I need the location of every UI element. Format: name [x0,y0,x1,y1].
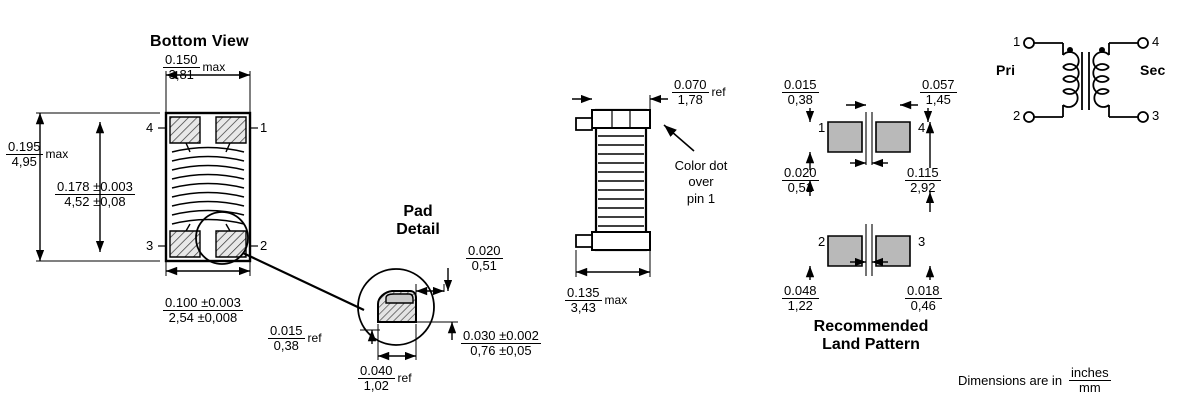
pad-c-inches: 0.030 ±0.002 [463,328,539,343]
land-pattern-pad-4-label: 4 [918,120,926,135]
side-width-suffix: max [604,293,628,308]
bottom-view-pitch-dimension [166,261,250,276]
pad-detail-d-label [358,364,412,392]
bottom-view-pitch-label [163,296,243,324]
bottom-view-width-dimension-label [163,53,225,81]
pad-a-inches: 0.020 [468,243,501,258]
inner-height-mm: 4,52 ±0,08 [64,193,126,209]
pad-c-mm: 0,76 ±0,05 [470,342,532,358]
pad-a-mm: 0,51 [471,257,497,273]
color-dot-note-line2: over [688,174,714,190]
bottom-view-inner-height-label [55,180,135,208]
lp-mr-mm: 2,92 [910,179,936,195]
pad-detail-a-label [466,244,503,272]
bottom-view-pin-2-label: 2 [260,238,268,253]
lp-br-inches: 0.018 [907,283,940,298]
pad-detail-title [378,203,458,240]
lp-tl-inches: 0.015 [784,77,817,92]
width-mm: 3,81 [168,66,194,82]
lp-tr-inches: 0.057 [922,77,955,92]
schematic-circuit [1024,38,1148,122]
land-pattern-pad-1-label: 1 [818,120,826,135]
lp-bl-inches: 0.048 [784,283,817,298]
side-width-mm: 3,43 [570,299,596,315]
pitch-inches: 0.100 ±0.003 [165,295,241,310]
pad-detail-b-label [268,324,322,352]
pad-d-mm: 1,02 [363,377,389,393]
pad-b-mm: 0,38 [273,337,299,353]
overall-height-inches: 0.195 [8,139,41,154]
land-pattern-pads [828,112,910,276]
land-pattern-top-left-label [782,78,819,106]
lp-mr-inches: 0.115 [907,165,939,180]
side-view-top-label [672,78,726,106]
schematic-primary-label: Pri [996,62,1016,78]
bottom-view-overall-height-label [6,140,68,168]
pad-detail-c-label [461,329,541,357]
inner-height-inches: 0.178 ±0.003 [57,179,133,194]
width-inches: 0.150 [165,52,198,67]
bottom-view-title: Bottom View [150,33,249,50]
land-pattern-bottom-left-label [782,284,819,312]
land-pattern-pad-2-label: 2 [818,234,826,249]
side-top-mm: 1,78 [677,91,703,107]
land-pattern-mid-right-label [905,166,941,194]
pad-d-inches: 0.040 [360,363,393,378]
land-pattern-bottom-right-label [905,284,942,312]
land-pattern-mid-left-label [782,166,819,194]
color-dot-note-line1: Color dot [674,158,728,173]
lp-bl-mm: 1,22 [787,297,813,313]
units-inches: inches [1071,365,1109,380]
pad-b-inches: 0.015 [270,323,303,338]
bottom-view-pin-1-label: 1 [260,120,268,135]
overall-height-suffix: max [45,147,69,162]
side-view-part [576,110,650,250]
land-pattern-title-line2: Land Pattern [822,336,920,354]
pad-detail-shape [378,291,416,322]
width-suffix: max [202,60,226,75]
bottom-view-pin-4-label: 4 [146,120,154,135]
pad-d-suffix: ref [397,371,412,386]
side-view-width-label [565,286,627,314]
bottom-view-part-outline [166,113,250,261]
land-pattern-title [776,318,966,355]
schematic-terminal-2-label: 2 [1013,108,1021,123]
side-width-inches: 0.135 [567,285,600,300]
color-dot-note-line3: pin 1 [686,190,716,206]
bottom-view-pin-3-label: 3 [146,238,154,253]
lp-ml-inches: 0.020 [784,165,817,180]
schematic-terminal-3-label: 3 [1152,108,1160,123]
color-dot-note [662,158,740,207]
pad-b-suffix: ref [307,331,322,346]
land-pattern-pad-3-label: 3 [918,234,926,249]
side-top-inches: 0.070 [674,77,707,92]
units-mm: mm [1079,379,1101,395]
pad-detail-title-line1: Pad [403,203,433,220]
schematic-terminal-1-label: 1 [1013,34,1021,49]
pad-detail-title-line2: Detail [396,221,440,239]
lp-tl-mm: 0,38 [787,91,813,107]
lp-br-mm: 0,46 [910,297,936,313]
land-pattern-title-line1: Recommended [813,318,929,335]
pitch-mm: 2,54 ±0,008 [168,309,238,325]
schematic-terminal-4-label: 4 [1152,34,1160,49]
units-note-text: Dimensions are in [958,372,1063,388]
lp-tr-mm: 1,45 [925,91,951,107]
units-note [958,366,1111,394]
land-pattern-top-right-label [920,78,957,106]
lp-ml-mm: 0,51 [787,179,813,195]
overall-height-mm: 4,95 [11,153,37,169]
side-top-suffix: ref [711,85,726,100]
schematic-secondary-label: Sec [1140,62,1166,78]
